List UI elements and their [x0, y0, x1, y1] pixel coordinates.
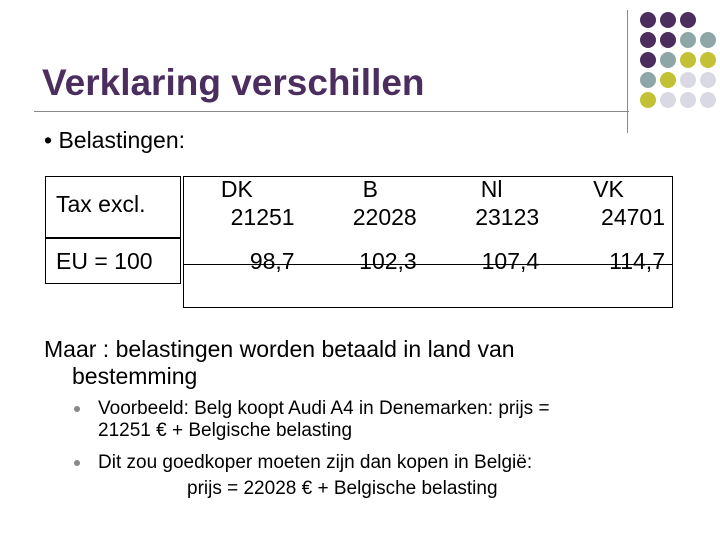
decorative-dot: [660, 12, 676, 28]
header-vk: VK: [593, 176, 624, 202]
decorative-dot: [640, 52, 656, 68]
title-underline: [34, 111, 629, 112]
sub-bullet-line: Voorbeeld: Belg koopt Audi A4 in Denemarken: prijs =: [98, 398, 550, 419]
decorative-dot: [660, 52, 676, 68]
decorative-dot: [680, 92, 696, 108]
cell-vk: [545, 176, 673, 238]
sub-bullet-line: Dit zou goedkoper moeten zijn dan kopen in België:: [98, 452, 533, 473]
tax-table: [45, 176, 673, 284]
row-label-eu: [45, 238, 181, 284]
header-nl: Nl: [480, 176, 503, 202]
value-nl-tax: 23123: [475, 204, 540, 230]
decorative-dot: [640, 92, 656, 108]
row-label-tax-excl: [45, 176, 181, 238]
decorative-dot: [700, 32, 716, 48]
divider-vertical: [627, 10, 628, 133]
bullet-belastingen: • Belastingen:: [44, 127, 186, 153]
slide-title: Verklaring verschillen: [42, 62, 425, 103]
decorative-dot: [680, 12, 696, 28]
decorative-dot: [660, 72, 676, 88]
cell-b: [301, 176, 423, 238]
decorative-dot: [680, 72, 696, 88]
bullet-dot-icon: [74, 460, 80, 466]
value-dk-index: 98,7: [249, 247, 295, 274]
decorative-dot: [680, 52, 696, 68]
row-label-text: EU = 100: [56, 247, 153, 274]
paragraph-maar: [44, 336, 644, 390]
paragraph-line: Maar : belastingen worden betaald in land van: [44, 336, 515, 362]
decorative-dot: [660, 32, 676, 48]
decorative-dot: [700, 92, 716, 108]
value-b-tax: 22028: [352, 204, 417, 230]
cell-dk: [181, 176, 301, 238]
cell-nl: [423, 176, 545, 238]
decorative-dot: [660, 92, 676, 108]
bullet-dot-icon: [74, 406, 80, 412]
paragraph-line: bestemming: [72, 363, 198, 389]
header-b: B: [362, 176, 378, 202]
table-row: [45, 238, 673, 284]
row-label-text: Tax excl.: [56, 190, 146, 217]
sub-bullet-line: 21251 € + Belgische belasting: [98, 420, 353, 441]
table-row: [45, 176, 673, 238]
value-vk-index: 114,7: [609, 247, 665, 274]
decorative-dot: [680, 32, 696, 48]
decorative-dot: [640, 72, 656, 88]
decorative-dot: [640, 32, 656, 48]
decorative-dot: [700, 72, 716, 88]
value-dk-tax: 21251: [230, 204, 295, 230]
value-vk-tax: 24701: [601, 204, 665, 230]
decorative-dot-grid: [639, 11, 720, 113]
decorative-dot: [700, 52, 716, 68]
sub-bullet-line: prijs = 22028 € + Belgische belasting: [187, 478, 498, 499]
sub-bullet-text: [98, 398, 658, 442]
decorative-dot: [640, 12, 656, 28]
header-dk: DK: [220, 176, 253, 202]
value-b-index: 102,3: [359, 247, 417, 274]
value-nl-index: 107,4: [481, 247, 540, 274]
